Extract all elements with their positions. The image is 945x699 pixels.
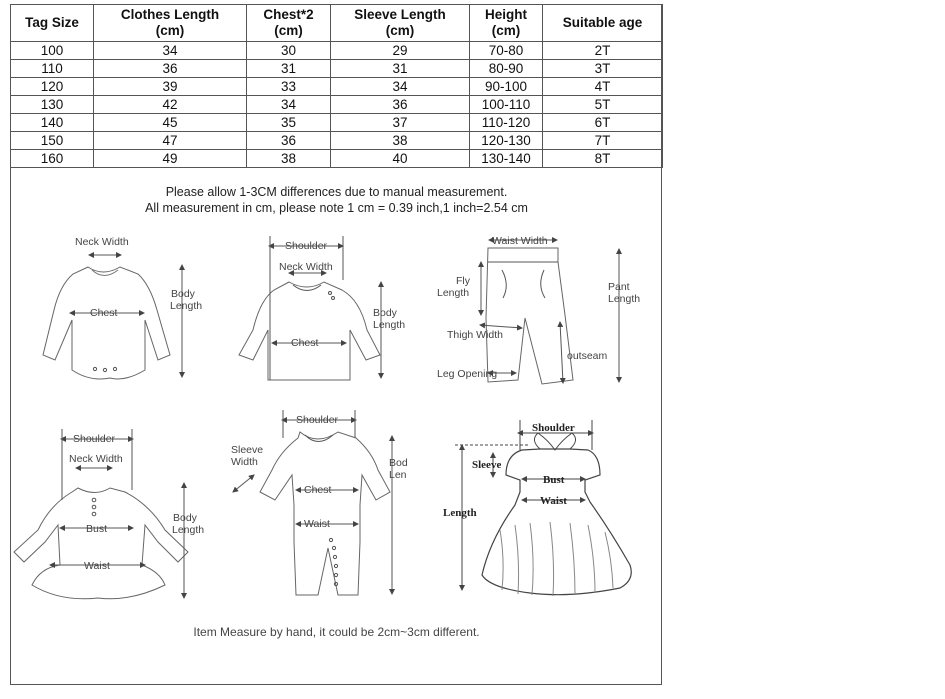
romper-waist-label: Waist [304, 518, 330, 530]
dress-length-label: Length [172, 524, 205, 536]
size-table [10, 4, 663, 168]
shirt-neck-label: Neck Width [279, 261, 333, 273]
col-suitable-age: Suitable age [543, 5, 663, 42]
dress-shoulder-label: Shoulder [73, 433, 116, 445]
col-sleeve-length: Sleeve Length (cm) [331, 5, 470, 42]
party-dress-bust-label: Bust [543, 474, 565, 486]
table-row: 100 34 30 29 70-80 2T [11, 42, 663, 60]
romper-shoulder-label: Shoulder [296, 414, 339, 426]
col-tag-size: Tag Size [11, 5, 94, 42]
romper-width-label: Width [231, 456, 258, 468]
pants-thigh-label: Thigh Width [447, 329, 504, 341]
unit-note: All measurement in cm, please note 1 cm = 0.39 inch,1 inch=2.54 cm [145, 201, 528, 215]
party-dress-sleeve-label: Sleeve [472, 459, 502, 471]
party-dress-length-label: Length [443, 507, 477, 519]
pants-length-label: Length [608, 293, 641, 305]
shirt-chest-label: Chest [291, 337, 319, 349]
bodysuit-neck-label: Neck Width [75, 236, 129, 248]
table-header-row [11, 5, 663, 42]
table-row: 110 36 31 31 80-90 3T [11, 60, 663, 78]
shirt-diagram [239, 236, 405, 380]
dress-bust-label: Bust [86, 523, 108, 535]
party-dress-waist-label: Waist [540, 495, 567, 507]
measurement-diagrams [10, 170, 663, 660]
table-row: 150 47 36 38 120-130 7T [11, 132, 663, 150]
romper-chest-label: Chest [304, 484, 332, 496]
shirt-length-label: Length [373, 319, 406, 331]
bodysuit-chest-label: Chest [90, 307, 118, 319]
romper-body-label: Bod [389, 457, 408, 469]
bodysuit-diagram [43, 236, 202, 379]
pants-fly-length-label: Length [437, 287, 470, 299]
party-dress-shoulder-label: Shoulder [532, 422, 575, 434]
dress-neck-label: Neck Width [69, 453, 123, 465]
table-row: 140 45 35 37 110-120 6T [11, 114, 663, 132]
table-row: 120 39 33 34 90-100 4T [11, 78, 663, 96]
table-row: 130 42 34 36 100-110 5T [11, 96, 663, 114]
table-row: 160 49 38 40 130-140 8T [11, 150, 663, 168]
shirt-shoulder-label: Shoulder [285, 240, 328, 252]
pants-diagram [437, 235, 640, 384]
pants-leg-label: Leg Opening [437, 368, 498, 380]
footer-note: Item Measure by hand, it could be 2cm~3cm different. [193, 625, 480, 639]
col-height: Height (cm) [470, 5, 543, 42]
pants-pant-label: Pant [608, 281, 630, 293]
bodysuit-length-label: Length [170, 300, 203, 312]
measurement-note: Please allow 1-3CM differences due to manual measurement. [165, 185, 508, 199]
romper-diagram [231, 410, 408, 595]
col-chest: Chest*2 (cm) [247, 5, 331, 42]
bodysuit-body-label: Body [171, 288, 195, 300]
col-clothes-length: Clothes Length (cm) [94, 5, 247, 42]
dress-diagram [14, 429, 204, 599]
party-dress-diagram [443, 420, 631, 596]
pants-fly-label: Fly [456, 275, 470, 287]
romper-length-label: Len [389, 469, 407, 481]
pants-waist-label: Waist Width [492, 235, 548, 247]
pants-outseam-label: outseam [567, 350, 608, 362]
dress-waist-label: Waist [84, 560, 110, 572]
romper-sleeve-label: Sleeve [231, 444, 264, 456]
dress-body-label: Body [173, 512, 197, 524]
shirt-body-label: Body [373, 307, 397, 319]
